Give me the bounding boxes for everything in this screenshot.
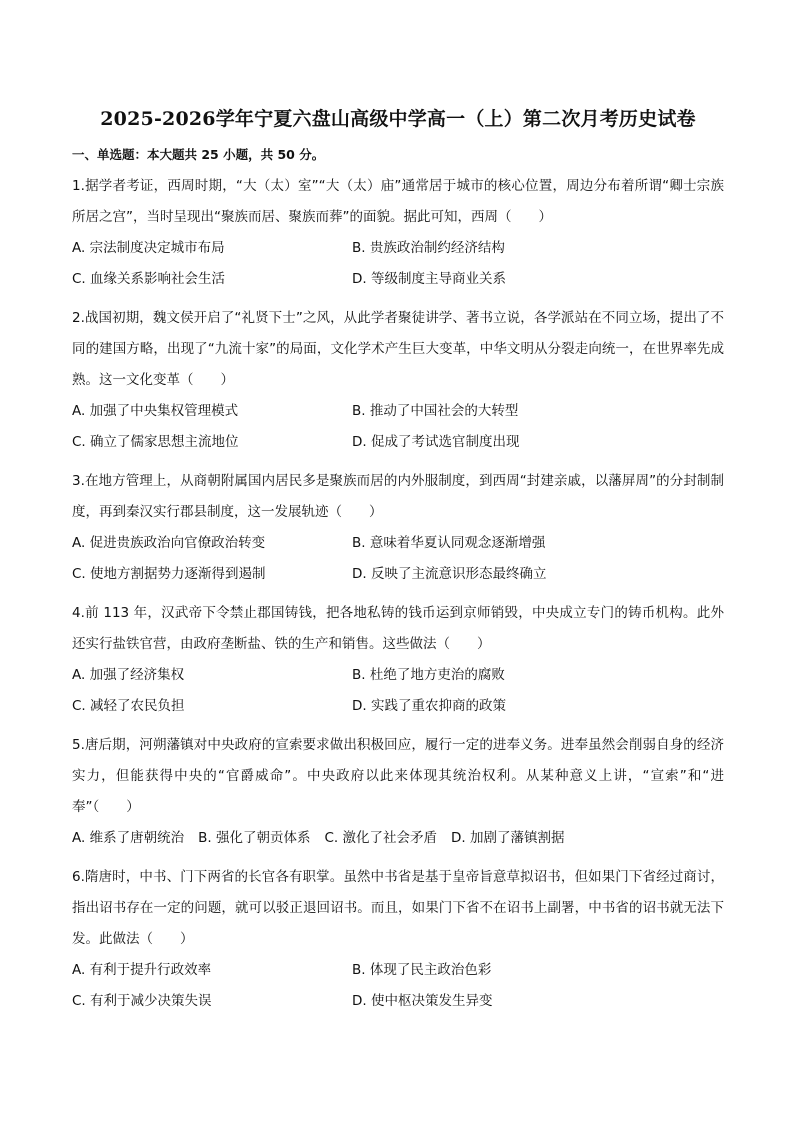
- section-heading: 一、单选题：本大题共 25 小题，共 50 分。: [72, 147, 325, 162]
- question-stem: 5.唐后期，河朔藩镇对中央政府的宣索要求做出积极回应，履行一定的进奉义务。进奉虽然会削弱自身的经济实力，但能获得中央的“官爵威命”。中央政府以此来体现其统治权利。从某种意义上讲，“宣索”和“进奉”（ ）: [72, 737, 724, 815]
- question-4: [72, 598, 724, 722]
- page-title: 2025-2026学年宁夏六盘山高级中学高一（上）第二次月考历史试卷: [100, 108, 696, 130]
- option-a: A. 宗法制度决定城市布局: [72, 240, 225, 256]
- question-stem: 3.在地方管理上，从商朝附属国内居民多是聚族而居的内外服制度，到西周“封建亲戚，以藩屏周”的分封制制度，再到秦汉实行郡县制度，这一发展轨迹（ ）: [72, 473, 724, 520]
- option-b: B. 意味着华夏认同观念逐渐增强: [352, 535, 546, 551]
- option-d: D. 促成了考试选官制度出现: [352, 434, 520, 450]
- option-a: A. 加强了经济集权: [72, 667, 185, 683]
- question-stem: 1.据学者考证，西周时期，“大（太）室”“大（太）庙”通常居于城市的核心位置，周边分布着所谓“卿士宗族所居之宫”，当时呈现出“聚族而居、聚族而葬”的面貌。据此可知，西周（ ）: [72, 178, 724, 225]
- option-b: B. 强化了朝贡体系: [198, 830, 311, 846]
- option-a: A. 有利于提升行政效率: [72, 962, 212, 978]
- question-3: [72, 466, 724, 590]
- option-a: A. 促进贵族政治向官僚政治转变: [72, 535, 266, 551]
- option-c: C. 激化了社会矛盾: [324, 830, 437, 846]
- options: [72, 528, 724, 590]
- option-c: C. 减轻了农民负担: [72, 698, 185, 714]
- option-d: D. 反映了主流意识形态最终确立: [352, 566, 547, 582]
- question-1: [72, 171, 724, 295]
- options: [72, 233, 724, 295]
- option-c: C. 血缘关系影响社会生活: [72, 271, 226, 287]
- question-stem: 2.战国初期，魏文侯开启了“礼贤下士”之风，从此学者聚徒讲学、著书立说，各学派站在不同立场，提出了不同的建国方略，出现了“九流十家”的局面，文化学术产生巨大变革，中华文明从分裂走向统一，在世界率先成熟。这一文化变革（ ）: [72, 310, 724, 388]
- option-a: A. 维系了唐朝统治: [72, 830, 185, 846]
- options: [72, 823, 724, 854]
- question-2: [72, 303, 724, 458]
- option-b: B. 推动了中国社会的大转型: [352, 403, 519, 419]
- option-b: B. 杜绝了地方吏治的腐败: [352, 667, 505, 683]
- option-c: C. 有利于减少决策失误: [72, 993, 212, 1009]
- question-stem: 4.前 113 年，汉武帝下令禁止郡国铸钱，把各地私铸的钱币运到京师销毁，中央成立专门的铸币机构。此外还实行盐铁官营，由政府垄断盐、铁的生产和销售。这些做法（ ）: [72, 605, 724, 652]
- option-c: C. 确立了儒家思想主流地位: [72, 434, 239, 450]
- option-d: D. 实践了重农抑商的政策: [352, 698, 506, 714]
- question-5: [72, 730, 724, 854]
- option-d: D. 加剧了藩镇割据: [450, 830, 565, 846]
- options: [72, 660, 724, 722]
- option-d: D. 使中枢决策发生异变: [352, 993, 493, 1009]
- option-b: B. 体现了民主政治色彩: [352, 962, 492, 978]
- options: [72, 955, 724, 1017]
- option-a: A. 加强了中央集权管理模式: [72, 403, 239, 419]
- options: [72, 396, 724, 458]
- question-stem: 6.隋唐时，中书、门下两省的长官各有职掌。虽然中书省是基于皇帝旨意草拟诏书，但如果门下省经过商讨，指出诏书存在一定的问题，就可以驳正退回诏书。而且，如果门下省不在诏书上副署，中书省的诏书就无法下发。此做法（ ）: [72, 869, 724, 947]
- option-d: D. 等级制度主导商业关系: [352, 271, 506, 287]
- option-b: B. 贵族政治制约经济结构: [352, 240, 505, 256]
- option-c: C. 使地方割据势力逐渐得到遏制: [72, 566, 266, 582]
- question-6: [72, 862, 724, 1017]
